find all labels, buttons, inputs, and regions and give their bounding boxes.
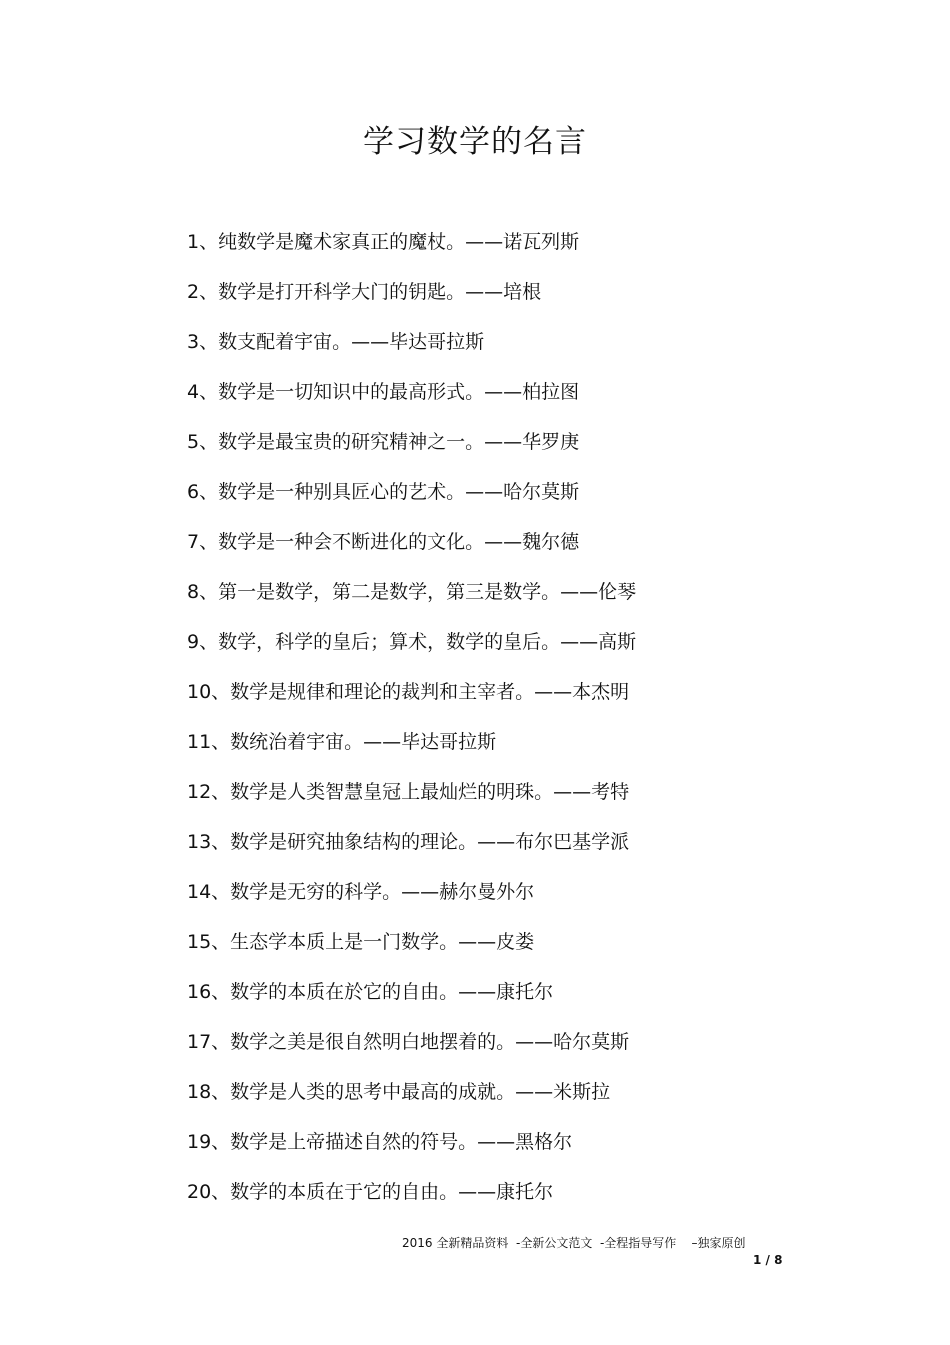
quote-item: 4、数学是一切知识中的最高形式。——柏拉图 bbox=[187, 381, 580, 403]
page-footer: 2016 全新精品资料 -全新公文范文 -全程指导写作 –独家原创 bbox=[402, 1236, 746, 1250]
quote-item: 7、数学是一种会不断进化的文化。——魏尔德 bbox=[187, 531, 580, 553]
quote-item: 5、数学是最宝贵的研究精神之一。——华罗庚 bbox=[187, 431, 580, 453]
quote-list bbox=[187, 217, 636, 1217]
quote-item: 20、数学的本质在于它的自由。——康托尔 bbox=[187, 1181, 554, 1203]
quote-item: 19、数学是上帝描述自然的符号。——黑格尔 bbox=[187, 1131, 573, 1153]
quote-item: 13、数学是研究抽象结构的理论。——布尔巴基学派 bbox=[187, 831, 630, 853]
quote-item: 16、数学的本质在於它的自由。——康托尔 bbox=[187, 981, 554, 1003]
quote-item: 6、数学是一种别具匠心的艺术。——哈尔莫斯 bbox=[187, 481, 580, 503]
quote-item: 17、数学之美是很自然明白地摆着的。——哈尔莫斯 bbox=[187, 1031, 630, 1053]
quote-item: 3、数支配着宇宙。——毕达哥拉斯 bbox=[187, 331, 485, 353]
quote-item: 15、生态学本质上是一门数学。——皮娄 bbox=[187, 931, 535, 953]
quote-item: 9、数学，科学的皇后；算术，数学的皇后。——高斯 bbox=[187, 631, 637, 653]
quote-item: 2、数学是打开科学大门的钥匙。——培根 bbox=[187, 281, 542, 303]
quote-item: 1、纯数学是魔术家真正的魔杖。——诺瓦列斯 bbox=[187, 231, 580, 253]
quote-item: 12、数学是人类智慧皇冠上最灿烂的明珠。——考特 bbox=[187, 781, 630, 803]
page-number: 1 / 8 bbox=[753, 1253, 783, 1267]
quote-item: 11、数统治着宇宙。——毕达哥拉斯 bbox=[187, 731, 497, 753]
quote-item: 14、数学是无穷的科学。——赫尔曼外尔 bbox=[187, 881, 535, 903]
quote-item: 8、第一是数学，第二是数学，第三是数学。——伦琴 bbox=[187, 581, 637, 603]
document-title: 学习数学的名言 bbox=[363, 124, 587, 160]
quote-item: 10、数学是规律和理论的裁判和主宰者。——本杰明 bbox=[187, 681, 630, 703]
quote-item: 18、数学是人类的思考中最高的成就。——米斯拉 bbox=[187, 1081, 611, 1103]
